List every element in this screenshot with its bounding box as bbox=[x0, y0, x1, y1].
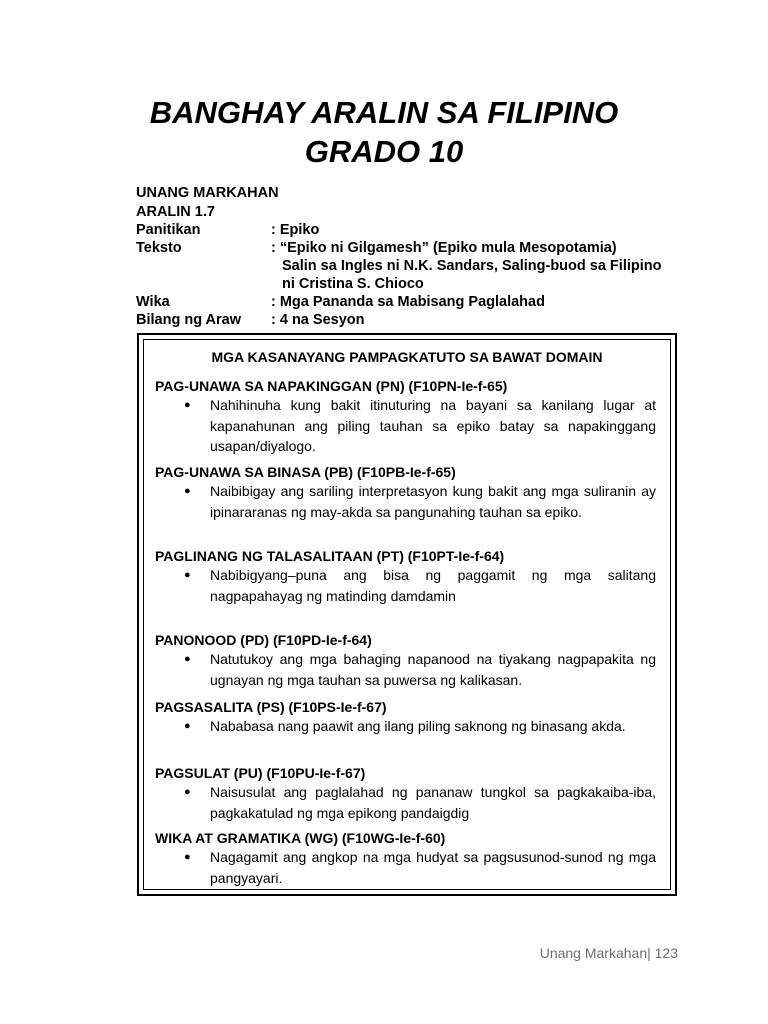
bullet-dot-icon: ● bbox=[184, 786, 191, 798]
panitikan-label: Panitikan bbox=[136, 222, 201, 238]
domain-bullet bbox=[155, 395, 656, 457]
domain-title: PAGSULAT (PU) (F10PU-Ie-f-67) bbox=[155, 765, 366, 781]
bullet-dot-icon: ● bbox=[184, 569, 191, 581]
teksto-label: Teksto bbox=[136, 240, 182, 256]
domain-bullet bbox=[155, 565, 656, 606]
domain-bullet bbox=[155, 847, 656, 888]
domain-pagsulat bbox=[155, 764, 656, 823]
bullet-text: Natutukoy ang mga bahaging napanood na tiyakang nagpapakita ng ugnayan ng mga tauhan sa puwersa ng kalikasan. bbox=[210, 651, 656, 688]
domain-title: PAG-UNAWA SA BINASA (PB) (F10PB-Ie-f-65) bbox=[155, 464, 456, 480]
domain-bullet bbox=[155, 716, 656, 737]
bullet-dot-icon: ● bbox=[184, 485, 191, 497]
title-line-2: GRADO 10 bbox=[304, 134, 464, 169]
domain-title: WIKA AT GRAMATIKA (WG) (F10WG-Ie-f-60) bbox=[155, 830, 446, 846]
domain-wika-gramatika bbox=[155, 829, 656, 888]
domain-pag-unawa-napakinggan bbox=[155, 377, 656, 457]
domain-paglinang-talasalitaan bbox=[155, 547, 656, 606]
competencies-box bbox=[137, 333, 677, 896]
teksto-value: : “Epiko ni Gilgamesh” (Epiko mula Mesopotamia) bbox=[271, 240, 617, 256]
domain-title: PAG-UNAWA SA NAPAKINGGAN (PN) (F10PN-Ie-f-65) bbox=[155, 378, 508, 394]
domain-pagsasalita bbox=[155, 698, 656, 737]
competencies-inner-border bbox=[143, 339, 671, 890]
domain-bullet bbox=[155, 481, 656, 522]
domain-panonood bbox=[155, 631, 656, 690]
wika-label: Wika bbox=[136, 294, 170, 310]
domain-title: PAGSASALITA (PS) (F10PS-Ie-f-67) bbox=[155, 699, 387, 715]
markahan-text: UNANG MARKAHAN bbox=[136, 185, 279, 201]
domain-bullet bbox=[155, 782, 656, 823]
bullet-text: Nabibigyang–puna ang bisa ng paggamit ng mga salitang nagpapahayag ng matinding damdamin bbox=[210, 567, 656, 604]
title-line-1: BANGHAY ARALIN SA FILIPINO bbox=[149, 95, 619, 130]
bullet-dot-icon: ● bbox=[184, 653, 191, 665]
bullet-dot-icon: ● bbox=[184, 851, 191, 863]
domain-title: PANONOOD (PD) (F10PD-Ie-f-64) bbox=[155, 632, 372, 648]
aralin-text: ARALIN 1.7 bbox=[136, 204, 215, 220]
teksto-continuation-1: Salin sa Ingles ni N.K. Sandars, Saling-buod sa Filipino bbox=[282, 258, 662, 274]
bullet-text: Nahihinuha kung bakit itinuturing na bayani sa kanilang lugar at kapanahunan ang piling tauhan sa epiko batay sa napakinggang usapan/diyalogo. bbox=[210, 397, 656, 454]
domain-pag-unawa-binasa bbox=[155, 463, 656, 522]
wika-value: : Mga Pananda sa Mabisang Paglalahad bbox=[271, 294, 545, 310]
bullet-text: Nababasa nang paawit ang ilang piling saknong ng binasang akda. bbox=[210, 718, 626, 734]
page-footer: Unang Markahan| 123 bbox=[539, 945, 678, 961]
bullet-dot-icon: ● bbox=[184, 399, 191, 411]
panitikan-value: : Epiko bbox=[271, 222, 320, 238]
domain-bullet bbox=[155, 649, 656, 690]
bullet-text: Nagagamit ang angkop na mga hudyat sa pagsusunod-sunod ng mga pangyayari. bbox=[210, 849, 656, 886]
bullet-dot-icon: ● bbox=[184, 720, 191, 732]
araw-label: Bilang ng Araw bbox=[136, 312, 241, 328]
teksto-continuation-2: ni Cristina S. Chioco bbox=[282, 276, 424, 292]
bullet-text: Naisusulat ang paglalahad ng pananaw tungkol sa pagkakaiba-iba, pagkakatulad ng mga epikong pandaigdig bbox=[210, 784, 656, 821]
bullet-text: Naibibigay ang sariling interpretasyon kung bakit ang mga suliranin ay ipinararanas ng may-akda sa pangunahing tauhan sa epiko. bbox=[210, 483, 656, 520]
araw-value: : 4 na Sesyon bbox=[271, 312, 365, 328]
domain-title: PAGLINANG NG TALASALITAAN (PT) (F10PT-Ie-f-64) bbox=[155, 548, 505, 564]
competencies-title: MGA KASANAYANG PAMPAGKATUTO SA BAWAT DOMAIN bbox=[211, 349, 603, 365]
